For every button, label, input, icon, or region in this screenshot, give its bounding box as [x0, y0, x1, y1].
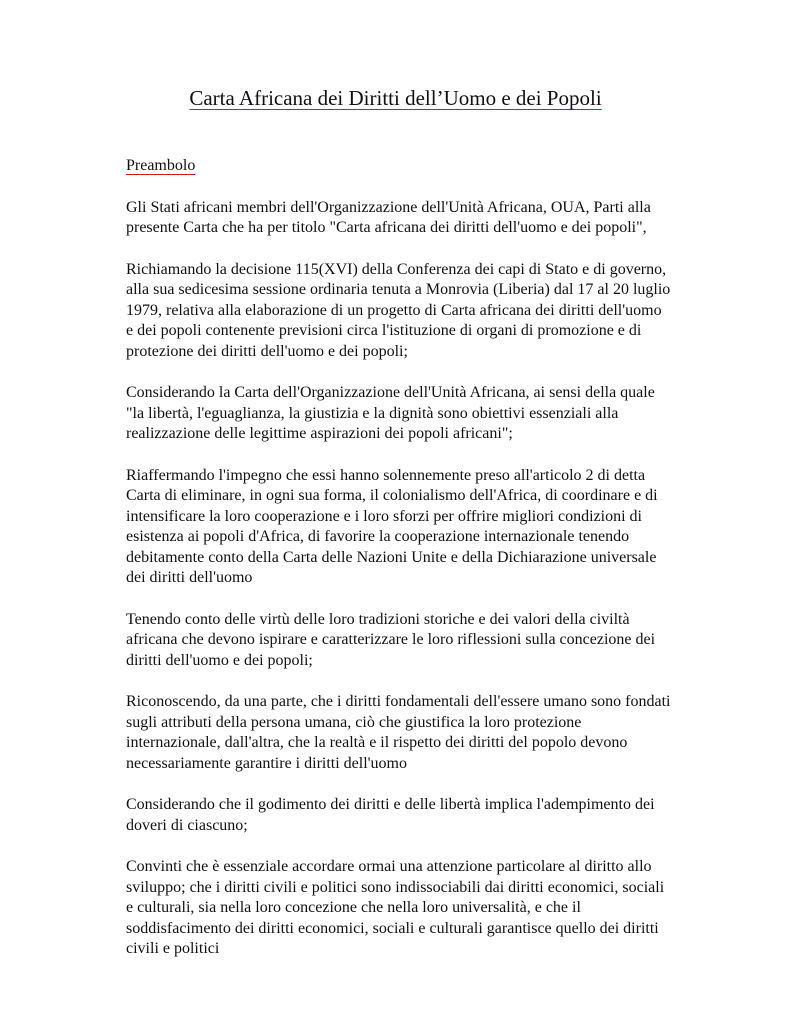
paragraph: Considerando che il godimento dei diritti e delle libertà implica l'adempimento dei doveri di ciascuno;	[126, 796, 655, 834]
section-heading-text: Preambolo	[126, 157, 196, 174]
document-title	[0, 84, 791, 112]
paragraph: Riaffermando l'impegno che essi hanno solennemente preso all'articolo 2 di detta Carta di eliminare, in ogni sua forma, il colonialismo dell'Africa, di coordinare e di intensificare la loro cooperazione e i loro sforzi per offrire migliori condizioni di esistenza ai popoli d'Africa, di favorire la cooperazione internazionale tenendo debitamente conto della Carta delle Nazioni Unite e della Dichiarazione universale dei diritti dell'uomo	[126, 466, 658, 586]
paragraph: Convinti che è essenziale accordare ormai una attenzione particolare al diritto allo sviluppo; che i diritti civili e politici sono indissociabili dai diritti economici, sociali e culturali, sia nella loro concezione che nella loro universalità, e che il soddisfacimento dei diritti economici, sociali e culturali garantisce quello dei diritti civili e politici	[126, 858, 665, 957]
paragraph: Gli Stati africani membri dell'Organizzazione dell'Unità Africana, OUA, Parti alla presente Carta che ha per titolo "Carta africana dei diritti dell'uomo e dei popoli",	[126, 198, 651, 236]
document-body	[126, 156, 671, 981]
paragraph: Riconoscendo, da una parte, che i diritti fondamentali dell'essere umano sono fondati sugli attributi della persona umana, ciò che giustifica la loro protezione internazionale, dall'altra, che la realtà e il rispetto dei diritti del popolo devono necessariamente garantire i diritti dell'uomo	[126, 693, 671, 772]
section-heading	[126, 156, 671, 177]
document-title-text: Carta Africana dei Diritti dell’Uomo e dei Popoli	[189, 86, 602, 110]
paragraph: Tenendo conto delle virtù delle loro tradizioni storiche e dei valori della civiltà africana che devono ispirare e caratterizzare le loro riflessioni sulla concezione dei diritti dell'uomo e dei popoli;	[126, 610, 656, 669]
paragraph: Richiamando la decisione 115(XVI) della Conferenza dei capi di Stato e di governo, alla sua sedicesima sessione ordinaria tenuta a Monrovia (Liberia) dal 17 al 20 luglio 1979, relativa alla elaborazione di un progetto di Carta africana dei diritti dell'uomo e dei popoli contenente previsioni circa l'istituzione di organi di promozione e di protezione dei diritti dell'uomo e dei popoli;	[126, 260, 671, 360]
paragraph: Considerando la Carta dell'Organizzazione dell'Unità Africana, ai sensi della quale "la libertà, l'eguaglianza, la giustizia e la dignità sono obiettivi essenziali alla realizzazione delle legittime aspirazioni dei popoli africani";	[126, 384, 655, 442]
